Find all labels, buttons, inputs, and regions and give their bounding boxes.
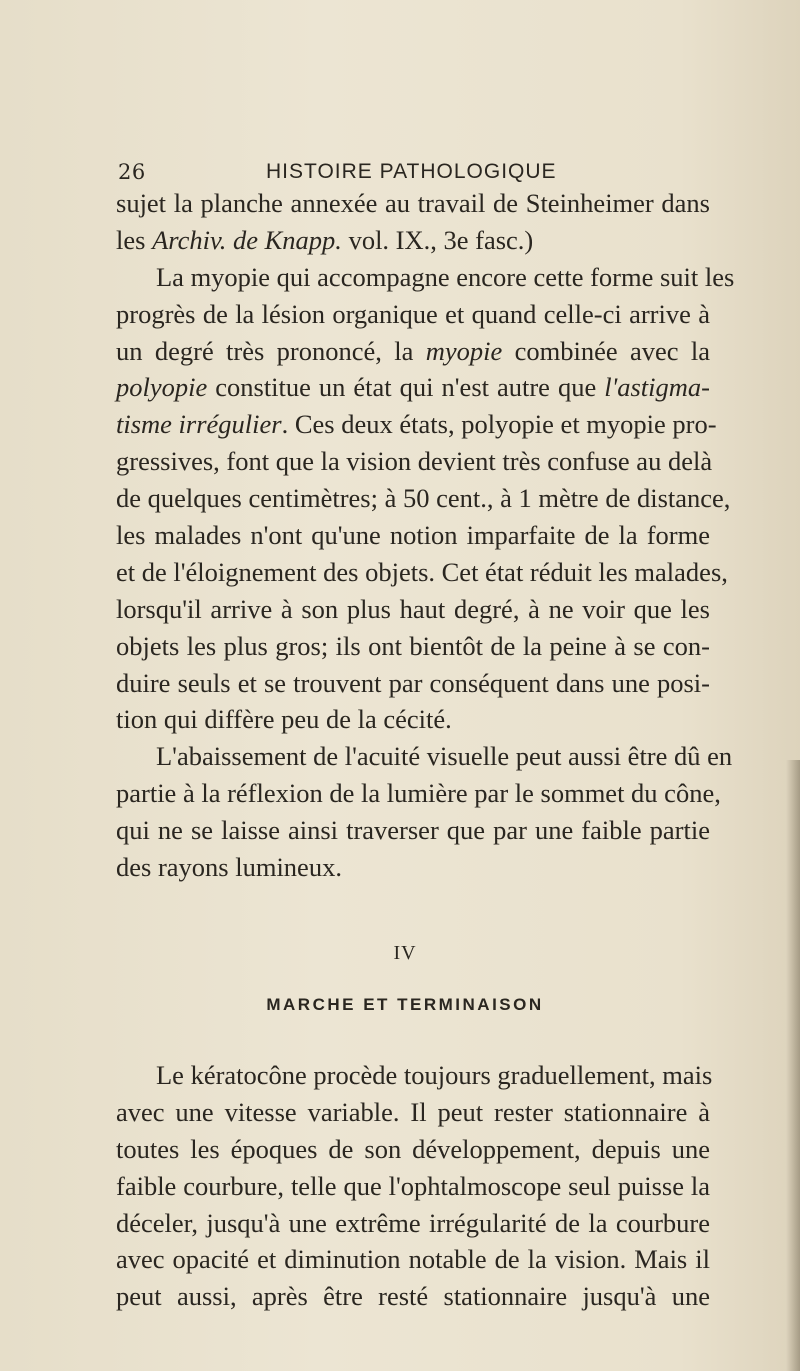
section-title: MARCHE ET TERMINAISON — [266, 995, 544, 1014]
text-line: les malades n'ont qu'une notion imparfaite de la forme — [116, 520, 710, 551]
text-line: qui ne se laisse ainsi traverser que par une faible partie — [116, 815, 710, 846]
text-line: progrès de la lésion organique et quand celle-ci arrive à — [116, 298, 710, 329]
paragraph-first-line: La myopie qui accompagne encore cette forme suit les — [156, 261, 735, 292]
text-line: déceler, jusqu'à une extrême irrégularité de la courbure — [116, 1207, 710, 1238]
text-line: gressives, font que la vision devient très confuse au delà — [116, 446, 713, 477]
text-line: sujet la planche annexée au travail de Steinheimer dans — [116, 188, 710, 218]
text-line: avec opacité et diminution notable de la vision. Mais il — [116, 1244, 710, 1275]
text-block-upper — [116, 185, 735, 886]
text-line: un degré très prononcé, la myopie combinée avec la — [116, 335, 710, 366]
text-line: tisme irrégulier. Ces deux états, polyopie et myopie pro- — [116, 409, 717, 440]
text-line: les Archiv. de Knapp. vol. IX., 3e fasc.) — [116, 224, 534, 255]
running-head-title: HISTOIRE PATHOLOGIQUE — [266, 160, 557, 183]
text-line: peut aussi, après être resté stationnaire jusqu'à une — [116, 1281, 710, 1312]
text-line: des rayons lumineux. — [116, 852, 342, 883]
text-line: de quelques centimètres; à 50 cent., à 1 mètre de distance, — [116, 483, 731, 514]
text-line: avec une vitesse variable. Il peut rester stationnaire à — [116, 1096, 710, 1127]
text-line: objets les plus gros; ils ont bientôt de la peine à se con- — [116, 630, 710, 661]
text-line: faible courbure, telle que l'ophtalmoscope seul puisse la — [116, 1170, 710, 1201]
text-line: lorsqu'il arrive à son plus haut degré, à ne voir que les — [116, 593, 710, 624]
text-line: duire seuls et se trouvent par conséquent dans une posi- — [116, 667, 710, 698]
page-edge-shadow — [786, 760, 800, 1371]
paragraph-first-line: Le kératocône procède toujours graduellement, mais — [156, 1060, 713, 1090]
text-block-lower — [116, 1057, 713, 1315]
paragraph-first-line: L'abaissement de l'acuité visuelle peut aussi être dû en — [156, 741, 733, 772]
text-line: tion qui diffère peu de la cécité. — [116, 704, 452, 735]
section-number: IV — [393, 942, 417, 964]
text-line: partie à la réflexion de la lumière par le sommet du cône, — [116, 778, 721, 809]
page-number: 26 — [118, 160, 146, 184]
text-line: polyopie constitue un état qui n'est autre que l'astigma- — [116, 372, 710, 403]
journal-title: Archiv. de Knapp. — [152, 224, 342, 255]
text-line: toutes les époques de son développement, depuis une — [116, 1133, 710, 1164]
text-line: et de l'éloignement des objets. Cet état réduit les malades, — [116, 556, 728, 587]
